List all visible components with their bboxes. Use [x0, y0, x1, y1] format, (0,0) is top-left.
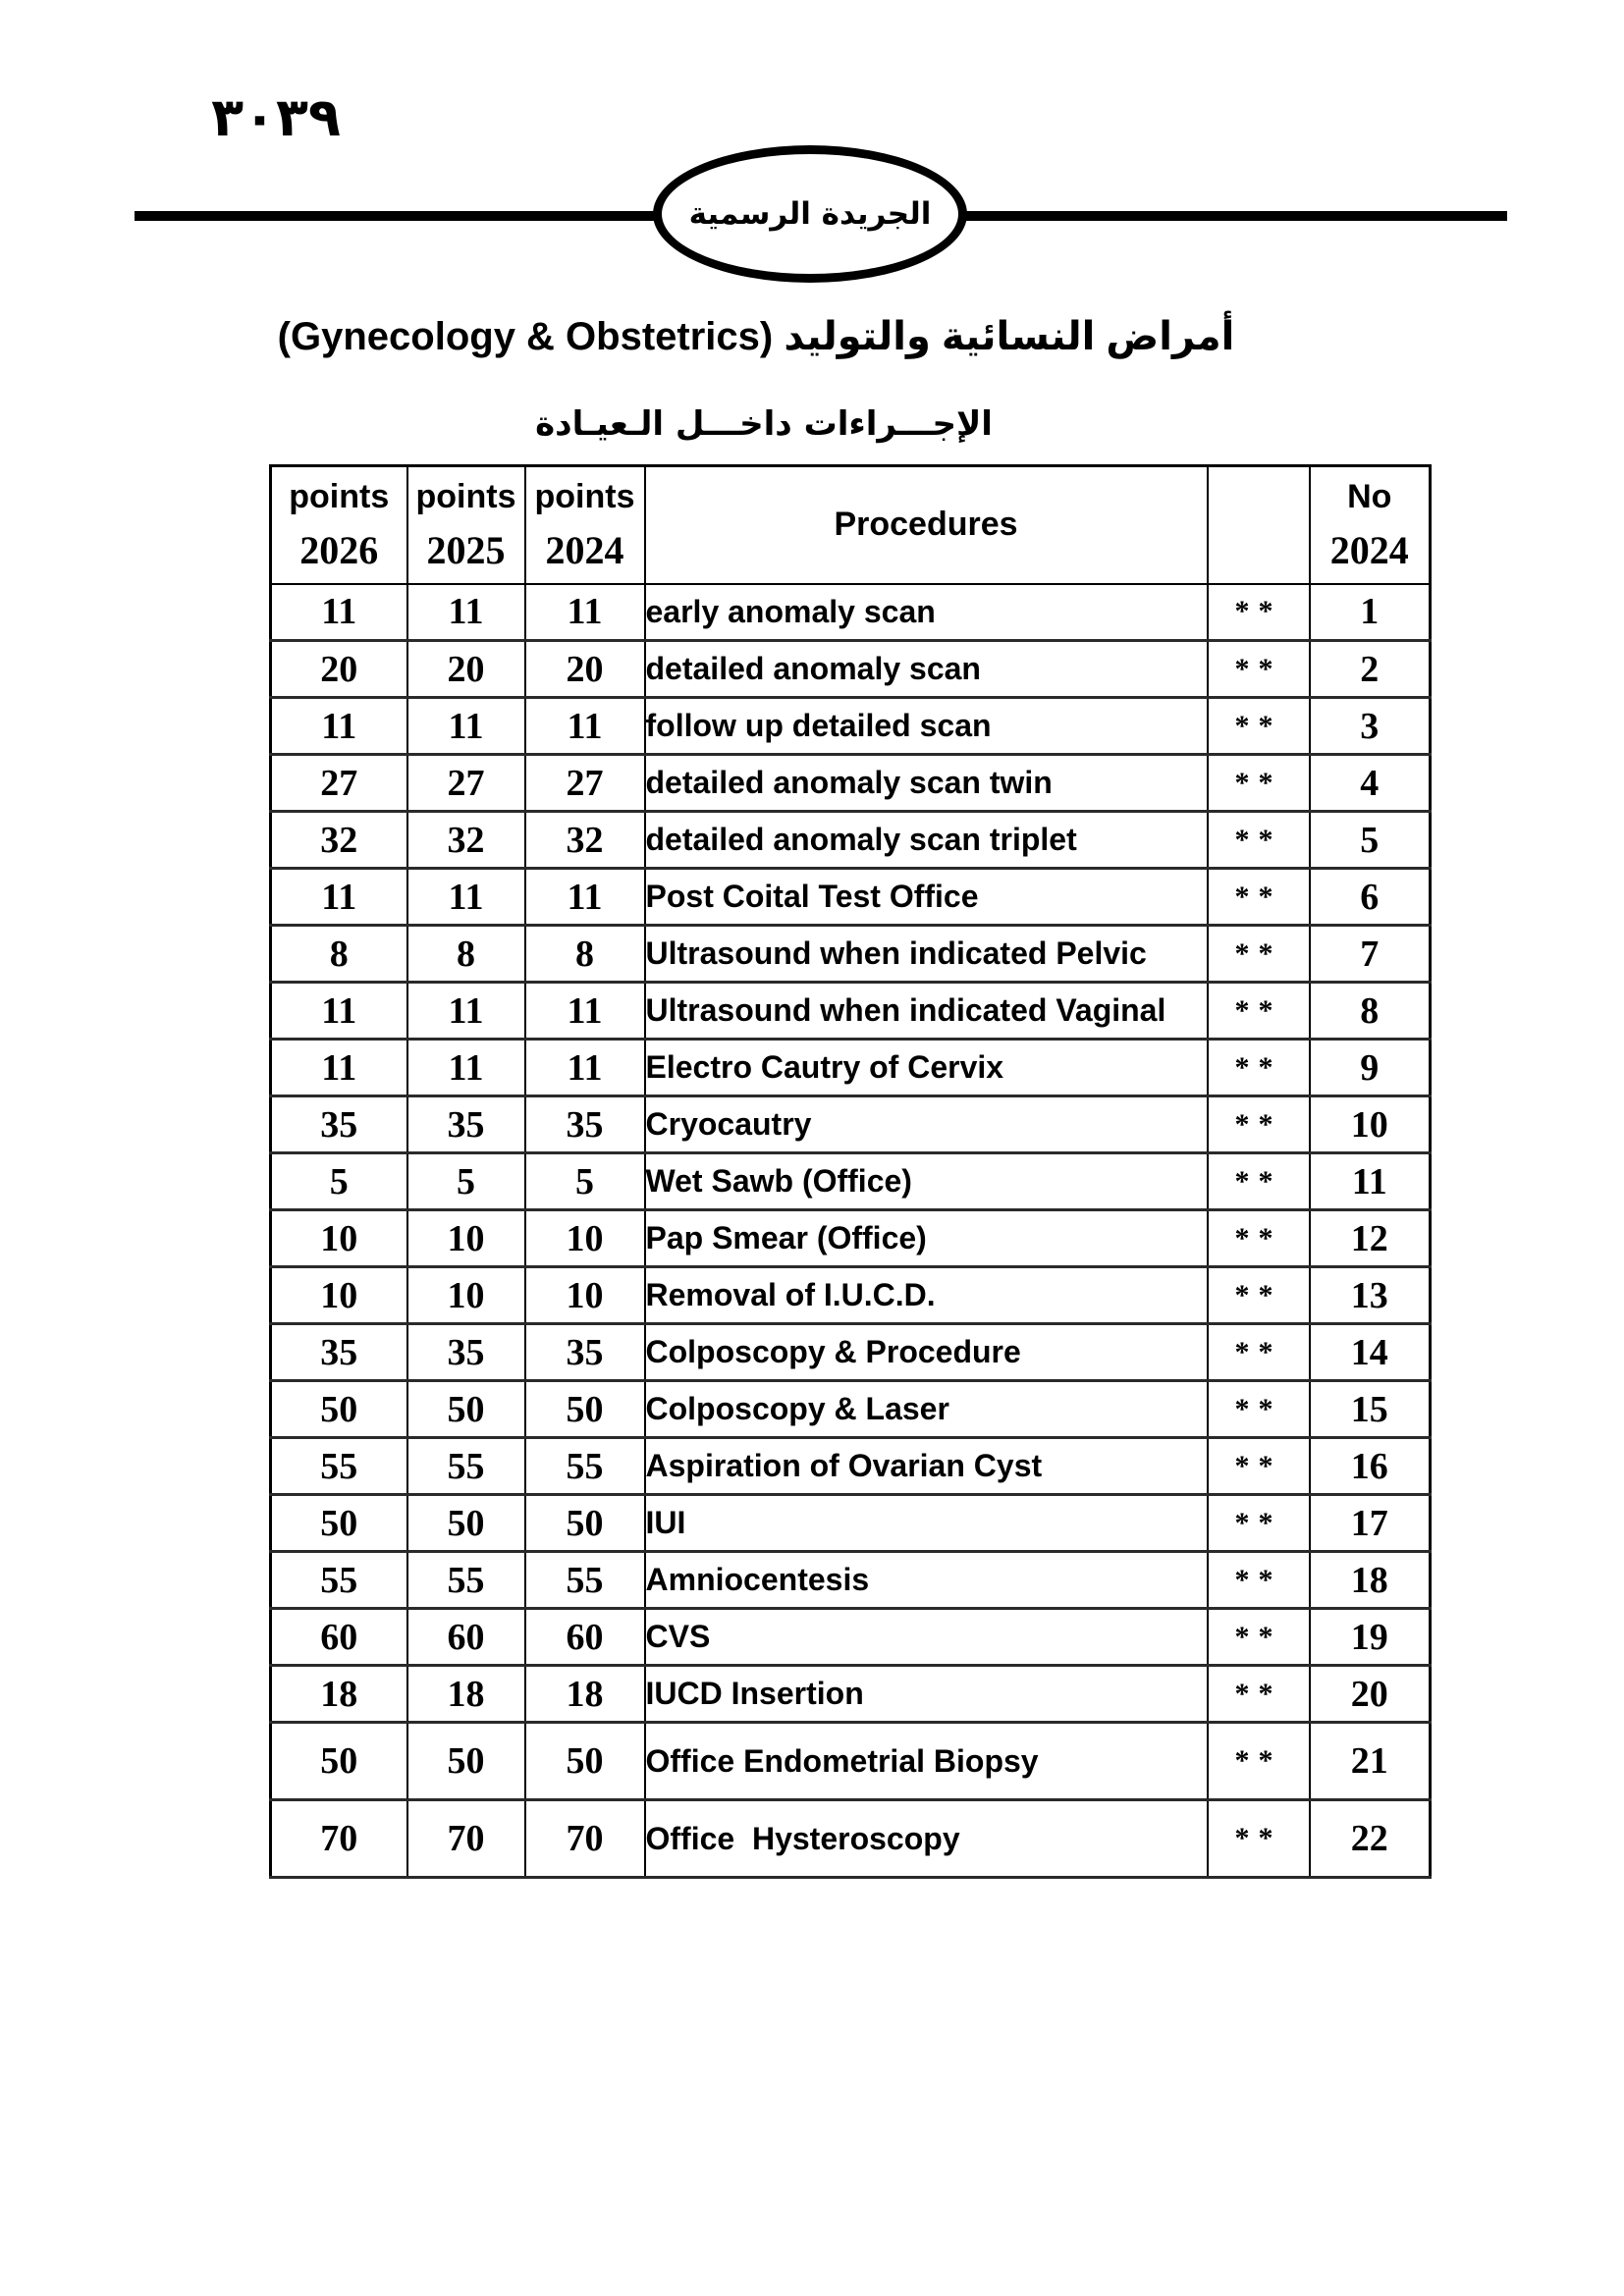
row-number-cell: 3: [1310, 698, 1431, 755]
points-2025-cell: 11: [407, 584, 525, 641]
points-2024-cell: 8: [525, 926, 645, 983]
no-year-label: 2024: [1329, 527, 1409, 572]
procedure-name-cell: detailed anomaly scan: [645, 641, 1208, 698]
procedure-name-cell: Post Coital Test Office: [645, 869, 1208, 926]
points-2025-cell: 8: [407, 926, 525, 983]
points-2024-cell: 55: [525, 1552, 645, 1609]
points-label: points: [415, 477, 516, 515]
flag-cell: **: [1208, 1267, 1310, 1324]
procedure-name-cell: Colposcopy & Laser: [645, 1381, 1208, 1438]
procedure-name-cell: Ultrasound when indicated Vaginal: [645, 983, 1208, 1040]
points-2025-cell: 27: [407, 755, 525, 812]
procedure-row: [271, 1210, 1431, 1267]
points-2024-cell: 50: [525, 1381, 645, 1438]
points-2024-cell: 32: [525, 812, 645, 869]
flag-cell: **: [1208, 755, 1310, 812]
procedure-name-cell: early anomaly scan: [645, 584, 1208, 641]
flag-cell: **: [1208, 1153, 1310, 1210]
procedure-name-cell: CVS: [645, 1609, 1208, 1666]
points-2025-cell: 18: [407, 1666, 525, 1723]
procedure-name-cell: Wet Sawb (Office): [645, 1153, 1208, 1210]
points-2025-cell: 11: [407, 869, 525, 926]
gazette-label: الجريدة الرسمية: [688, 196, 932, 232]
procedure-name-cell: Amniocentesis: [645, 1552, 1208, 1609]
flag-cell: **: [1208, 1552, 1310, 1609]
page-number: ٣٠٣٩: [211, 86, 341, 148]
points-2025-cell: 70: [407, 1800, 525, 1878]
points-2024-cell: 35: [525, 1324, 645, 1381]
points-2024-cell: 11: [525, 869, 645, 926]
row-number-cell: 19: [1310, 1609, 1431, 1666]
points-2024-cell: 11: [525, 584, 645, 641]
points-2026-cell: 50: [271, 1723, 407, 1800]
procedure-name-cell: Office Hysteroscopy: [645, 1800, 1208, 1878]
no-label: No: [1347, 477, 1392, 515]
row-number-cell: 12: [1310, 1210, 1431, 1267]
flag-cell: **: [1208, 812, 1310, 869]
procedure-row: [271, 812, 1431, 869]
procedure-row: [271, 1552, 1431, 1609]
page-title: أمراض النسائية والتوليد (Gynecology & Obstetrics): [277, 315, 1235, 358]
points-2025-cell: 11: [407, 698, 525, 755]
year-2024-label: 2024: [545, 527, 624, 572]
points-2025-cell: 55: [407, 1438, 525, 1495]
points-2024-cell: 11: [525, 983, 645, 1040]
row-number-cell: 9: [1310, 1040, 1431, 1096]
points-2026-cell: 8: [271, 926, 407, 983]
flag-cell: **: [1208, 1324, 1310, 1381]
procedure-row: [271, 1723, 1431, 1800]
points-2026-cell: 11: [271, 584, 407, 641]
procedure-row: [271, 1438, 1431, 1495]
flag-cell: **: [1208, 1210, 1310, 1267]
header-points-2025: [407, 466, 525, 584]
procedure-name-cell: IUI: [645, 1495, 1208, 1552]
points-2026-cell: 50: [271, 1381, 407, 1438]
points-2025-cell: 60: [407, 1609, 525, 1666]
row-number-cell: 2: [1310, 641, 1431, 698]
points-2024-cell: 11: [525, 1040, 645, 1096]
points-2026-cell: 50: [271, 1495, 407, 1552]
flag-cell: **: [1208, 641, 1310, 698]
points-2025-cell: 50: [407, 1723, 525, 1800]
procedure-row: [271, 641, 1431, 698]
row-number-cell: 16: [1310, 1438, 1431, 1495]
procedure-row: [271, 1609, 1431, 1666]
points-2025-cell: 50: [407, 1381, 525, 1438]
row-number-cell: 20: [1310, 1666, 1431, 1723]
row-number-cell: 17: [1310, 1495, 1431, 1552]
procedure-row: [271, 869, 1431, 926]
year-2026-label: 2026: [299, 527, 379, 572]
row-number-cell: 7: [1310, 926, 1431, 983]
row-number-cell: 10: [1310, 1096, 1431, 1153]
points-2025-cell: 50: [407, 1495, 525, 1552]
procedure-row: [271, 698, 1431, 755]
procedure-row: [271, 1800, 1431, 1878]
points-2024-cell: 50: [525, 1723, 645, 1800]
procedure-name-cell: Office Endometrial Biopsy: [645, 1723, 1208, 1800]
row-number-cell: 21: [1310, 1723, 1431, 1800]
procedure-name-cell: Cryocautry: [645, 1096, 1208, 1153]
points-2025-cell: 10: [407, 1210, 525, 1267]
points-2026-cell: 5: [271, 1153, 407, 1210]
points-2025-cell: 35: [407, 1096, 525, 1153]
flag-cell: **: [1208, 1381, 1310, 1438]
points-2025-cell: 20: [407, 641, 525, 698]
procedure-name-cell: follow up detailed scan: [645, 698, 1208, 755]
points-2026-cell: 35: [271, 1096, 407, 1153]
row-number-cell: 13: [1310, 1267, 1431, 1324]
procedure-name-cell: Aspiration of Ovarian Cyst: [645, 1438, 1208, 1495]
flag-cell: **: [1208, 1096, 1310, 1153]
points-2024-cell: 10: [525, 1210, 645, 1267]
points-2024-cell: 35: [525, 1096, 645, 1153]
procedure-name-cell: Ultrasound when indicated Pelvic: [645, 926, 1208, 983]
points-2025-cell: 35: [407, 1324, 525, 1381]
flag-cell: **: [1208, 698, 1310, 755]
points-2024-cell: 27: [525, 755, 645, 812]
points-2026-cell: 35: [271, 1324, 407, 1381]
procedure-row: [271, 983, 1431, 1040]
procedures-tbody: [271, 584, 1431, 1878]
flag-cell: **: [1208, 1438, 1310, 1495]
header-flag-column: [1208, 466, 1310, 584]
header-points-2026: [271, 466, 407, 584]
row-number-cell: 1: [1310, 584, 1431, 641]
points-label: points: [289, 477, 390, 515]
row-number-cell: 22: [1310, 1800, 1431, 1878]
row-number-cell: 8: [1310, 983, 1431, 1040]
points-2025-cell: 5: [407, 1153, 525, 1210]
procedure-row: [271, 1153, 1431, 1210]
points-2024-cell: 11: [525, 698, 645, 755]
procedures-label: Procedures: [834, 506, 1018, 544]
points-2024-cell: 50: [525, 1495, 645, 1552]
header-no-2024: [1310, 466, 1431, 584]
procedure-row: [271, 1040, 1431, 1096]
procedures-table: [269, 464, 1432, 1879]
year-2025-label: 2025: [426, 527, 506, 572]
header-procedures: [645, 466, 1208, 584]
flag-cell: **: [1208, 1666, 1310, 1723]
flag-cell: **: [1208, 983, 1310, 1040]
flag-cell: **: [1208, 1609, 1310, 1666]
procedure-name-cell: detailed anomaly scan twin: [645, 755, 1208, 812]
row-number-cell: 6: [1310, 869, 1431, 926]
procedure-row: [271, 584, 1431, 641]
points-2026-cell: 18: [271, 1666, 407, 1723]
points-2024-cell: 55: [525, 1438, 645, 1495]
points-2026-cell: 55: [271, 1552, 407, 1609]
row-number-cell: 4: [1310, 755, 1431, 812]
procedure-name-cell: IUCD Insertion: [645, 1666, 1208, 1723]
points-2026-cell: 10: [271, 1267, 407, 1324]
flag-cell: **: [1208, 1495, 1310, 1552]
procedure-row: [271, 1666, 1431, 1723]
procedure-row: [271, 1495, 1431, 1552]
flag-cell: **: [1208, 869, 1310, 926]
points-2026-cell: 11: [271, 869, 407, 926]
flag-cell: **: [1208, 1040, 1310, 1096]
points-2025-cell: 32: [407, 812, 525, 869]
procedure-name-cell: Pap Smear (Office): [645, 1210, 1208, 1267]
flag-cell: **: [1208, 926, 1310, 983]
procedure-row: [271, 1381, 1431, 1438]
points-2025-cell: 10: [407, 1267, 525, 1324]
points-2026-cell: 11: [271, 983, 407, 1040]
points-2025-cell: 55: [407, 1552, 525, 1609]
row-number-cell: 15: [1310, 1381, 1431, 1438]
points-label: points: [534, 477, 635, 515]
points-2024-cell: 18: [525, 1666, 645, 1723]
points-2026-cell: 70: [271, 1800, 407, 1878]
row-number-cell: 18: [1310, 1552, 1431, 1609]
points-2024-cell: 60: [525, 1609, 645, 1666]
points-2026-cell: 11: [271, 1040, 407, 1096]
points-2024-cell: 70: [525, 1800, 645, 1878]
procedure-row: [271, 1096, 1431, 1153]
flag-cell: **: [1208, 1800, 1310, 1878]
points-2026-cell: 60: [271, 1609, 407, 1666]
procedure-row: [271, 1267, 1431, 1324]
points-2025-cell: 11: [407, 983, 525, 1040]
procedure-name-cell: detailed anomaly scan triplet: [645, 812, 1208, 869]
procedure-name-cell: Removal of I.U.C.D.: [645, 1267, 1208, 1324]
header-points-2024: [525, 466, 645, 584]
procedure-row: [271, 755, 1431, 812]
flag-cell: **: [1208, 584, 1310, 641]
page-subtitle: الإجـــراءات داخـــل الـعيـادة: [535, 404, 993, 444]
points-2026-cell: 27: [271, 755, 407, 812]
row-number-cell: 5: [1310, 812, 1431, 869]
gazette-emblem: [653, 145, 967, 283]
procedure-row: [271, 926, 1431, 983]
table-header-row: [271, 466, 1431, 584]
points-2026-cell: 11: [271, 698, 407, 755]
points-2024-cell: 20: [525, 641, 645, 698]
points-2026-cell: 55: [271, 1438, 407, 1495]
procedure-name-cell: Colposcopy & Procedure: [645, 1324, 1208, 1381]
points-2024-cell: 5: [525, 1153, 645, 1210]
procedure-row: [271, 1324, 1431, 1381]
points-2026-cell: 20: [271, 641, 407, 698]
points-2025-cell: 11: [407, 1040, 525, 1096]
points-2026-cell: 10: [271, 1210, 407, 1267]
flag-cell: **: [1208, 1723, 1310, 1800]
points-2024-cell: 10: [525, 1267, 645, 1324]
row-number-cell: 14: [1310, 1324, 1431, 1381]
row-number-cell: 11: [1310, 1153, 1431, 1210]
points-2026-cell: 32: [271, 812, 407, 869]
procedure-name-cell: Electro Cautry of Cervix: [645, 1040, 1208, 1096]
